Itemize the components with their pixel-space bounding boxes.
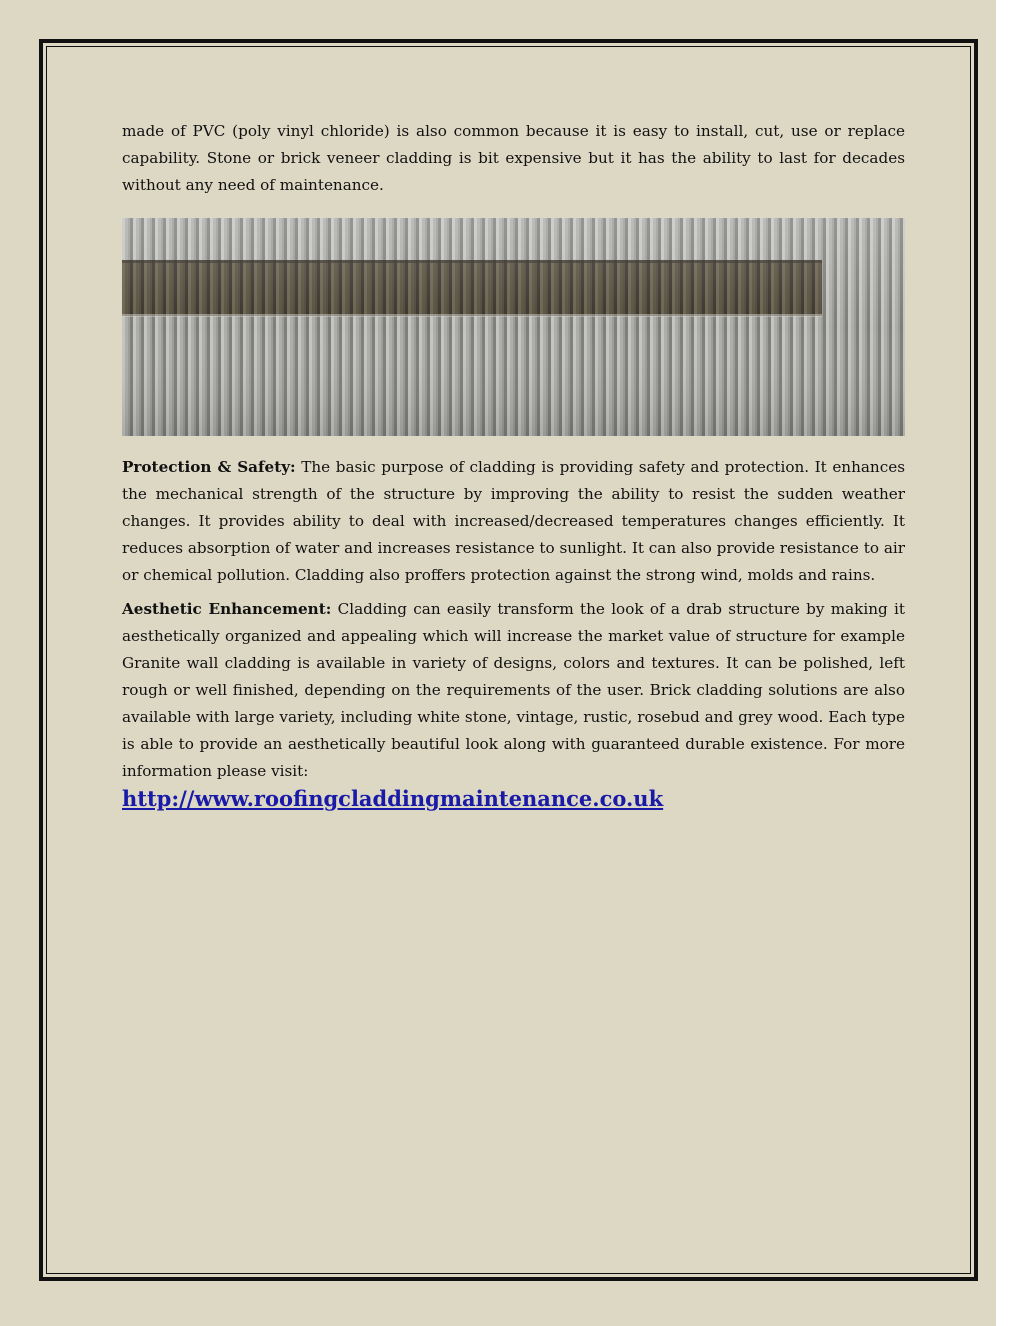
page-edge-strip	[996, 0, 1024, 1326]
aesthetic-text: Cladding can easily transform the look of a drab structure by making it aesthetically organized and appealing which will increase the market value of structure for example Granite wall cladding is available in variety of designs, colors and textures. It can be polished, left rough or well finished, depending on the requirements of the user. Brick cladding solutions are also available with large variety, including white stone, vintage, rustic, rosebud and grey wood. Each type is able to provide an aesthetically beautiful look along with guaranteed durable existence. For more information please visit:	[122, 600, 905, 780]
protection-heading: Protection & Safety:	[122, 458, 296, 476]
document-body	[122, 118, 905, 815]
protection-text: The basic purpose of cladding is providing safety and protection. It enhances the mechanical strength of the structure by improving the ability to resist the sudden weather changes. It provides ability to deal with increased/decreased temperatures changes efficiently. It reduces absorption of water and increases resistance to sunlight. It can also provide resistance to air or chemical pollution. Cladding also proffers protection against the strong wind, molds and rains.	[122, 458, 905, 584]
aesthetic-heading: Aesthetic Enhancement:	[122, 600, 332, 618]
corrugated-roof-photo	[122, 218, 905, 436]
aesthetic-paragraph	[122, 596, 905, 785]
website-link[interactable]: http://www.roofingcladdingmaintenance.co.uk	[122, 786, 664, 811]
intro-paragraph: made of PVC (poly vinyl chloride) is also common because it is easy to install, cut, use or replace capability. Stone or brick veneer cladding is bit expensive but it has the ability to last for decades without any need of maintenance.	[122, 122, 905, 194]
protection-paragraph	[122, 454, 905, 589]
